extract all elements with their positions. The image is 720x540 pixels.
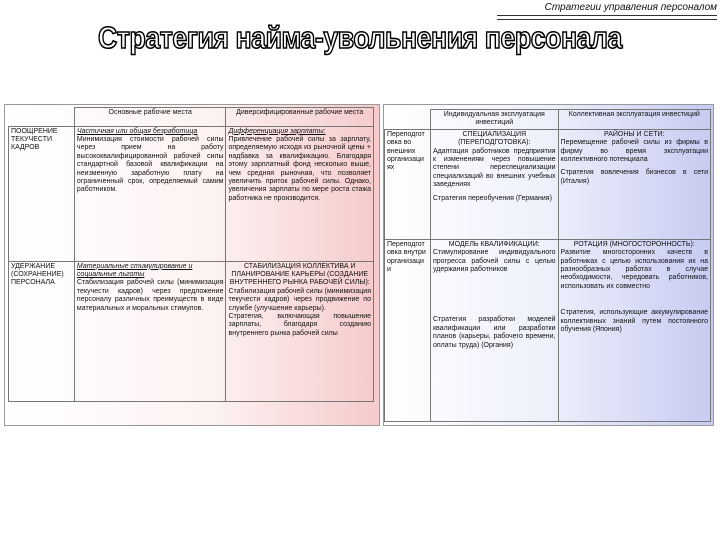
right-strategy-table xyxy=(384,109,711,422)
corner-cell xyxy=(385,110,431,130)
table-cell xyxy=(226,261,374,401)
cell-text: Стратегия разработки моделей квалификации или разработки планов (карьеры, рабочего времени, оплаты труда) (Органия) xyxy=(432,316,556,349)
column-header: Индивидуальная эксплуатация инвестиций xyxy=(430,110,558,130)
cell-title: Материальные стимулирование и социальные льготы xyxy=(76,262,193,278)
right-panel xyxy=(383,104,714,426)
cell-text: Развитие многосторонних качеств в работниках с целью использования их на разнообразных работах в случае необходимости, чередовать работников, использовать их совместно xyxy=(560,249,708,290)
left-panel xyxy=(4,104,380,426)
column-header: Основные рабочие места xyxy=(74,108,226,127)
cell-title: Частичная или общая безработица xyxy=(76,127,198,135)
table-row xyxy=(9,261,374,401)
cell-title: Дифференциация зарплаты: xyxy=(228,127,326,135)
cell-title: МОДЕЛЬ КВАЛИФИКАЦИИ: xyxy=(448,240,540,248)
cell-text: Минимизация стоимости рабочей силы через прием на работу высококвалифицированной рабочей силы стандартной базовой квалификации на неизменную заработную плату на ограниченный срок, определяемый самим работником. xyxy=(76,135,224,194)
cell-text: Стратегия вовлечения бизнесов в сети (Италия) xyxy=(560,169,708,185)
row-label: УДЕРЖАНИЕ (СОХРАНЕНИЕ) ПЕРСОНАЛА xyxy=(9,261,75,401)
page-title: Стратегия найма-увольнения персонала xyxy=(98,20,622,55)
left-strategy-table xyxy=(8,107,374,402)
table-cell xyxy=(430,239,558,421)
cell-text: Стратегия, включающая повышение зарплаты, благодаря созданию внутреннего рынка рабочей силы xyxy=(228,312,371,337)
table-cell xyxy=(430,129,558,239)
cell-text: Привлечение рабочей силы за зарплату, определяемую исходя из рыночной цены + надбавка за квалификацию. Благодаря этому зарплатный фонд несколько выше, чем средняя рыночная, что позволяет увеличить приток рабочей силы. Однако, увеличения зарплаты по мере роста стажа работника не производится. xyxy=(228,135,371,202)
cell-text: Стратегия, использующие аккумулирование коллективных знаний путем постоянного обучения (Япония) xyxy=(560,309,708,334)
table-cell xyxy=(74,126,226,261)
course-title: Стратегии управления персоналом xyxy=(497,2,717,16)
cell-text: Стимулирование индивидуального прогресса рабочей силы с целью удержания работников xyxy=(432,249,556,274)
cell-title: РАЙОНЫ И СЕТИ: xyxy=(604,130,665,138)
table-row xyxy=(385,129,711,239)
cell-title: СТАБИЛИЗАЦИЯ КОЛЛЕКТИВА И ПЛАНИРОВАНИЕ КАРЬЕРЫ (СОЗДАНИЕ ВНУТРЕННЕГО РЫНКА РАБОЧЕЙ СИЛЫ): xyxy=(229,262,370,287)
cell-title: РОТАЦИЯ (МНОГОСТОРОННОСТЬ): xyxy=(573,240,695,248)
table-header-row xyxy=(9,108,374,127)
row-label: ПООЩРЕНИЕ ТЕКУЧЕСТИ КАДРОВ xyxy=(9,126,75,261)
table-cell xyxy=(74,261,226,401)
cell-text: Стабилизация рабочей силы (минимизация текучести кадров) через предложение персоналу различных преимуществ в виде материальных и моральных стимулов. xyxy=(76,279,224,312)
row-label: Переподгот овка во внешних организаци ях xyxy=(385,129,431,239)
table-header-row xyxy=(385,110,711,130)
table-cell xyxy=(226,126,374,261)
table-row xyxy=(385,239,711,421)
table-cell xyxy=(558,129,710,239)
table-row xyxy=(9,126,374,261)
column-header: Коллективная эксплуатация инвестиций xyxy=(558,110,710,130)
cell-title: СПЕЦИАЛИЗАЦИЯ (ПЕРЕПОДГОТОВКА): xyxy=(458,130,531,147)
cell-text: Адаптация работников предприятия к изменениям через повышение степени переспециализации специализаций во внешних учебных заведениях xyxy=(432,147,556,189)
row-label: Переподгот овка внутри организаци и xyxy=(385,239,431,421)
cell-text: Стабилизация рабочей силы (минимизация текучести кадров) через продвижение по службе (улучшение карьеры). xyxy=(228,287,371,312)
corner-cell xyxy=(9,108,75,127)
cell-text: Перемещение рабочей силы из фирмы в фирму во время эксплуатации коллективного потенциала xyxy=(560,139,708,164)
table-cell xyxy=(558,239,710,421)
column-header: Диверсифицированные рабочие места xyxy=(226,108,374,127)
cell-text: Стратегия переобучения (Германия) xyxy=(432,194,552,202)
